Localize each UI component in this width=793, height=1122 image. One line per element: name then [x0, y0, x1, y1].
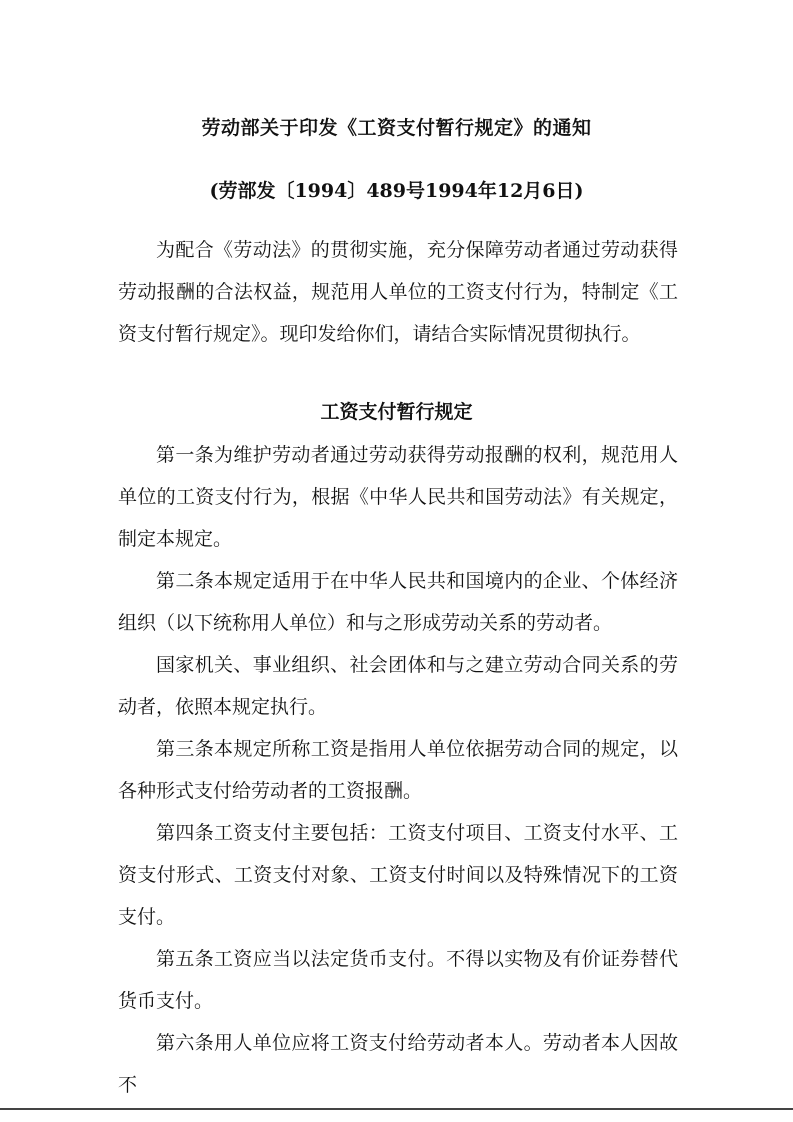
intro-paragraph: 为配合《劳动法》的贯彻实施，充分保障劳动者通过劳动获得劳动报酬的合法权益，规范用人单位的工资支付行为，特制定《工资支付暂行规定》。现印发给你们，请结合实际情况贯彻执行。	[118, 239, 678, 345]
document-title: 劳动部关于印发《工资支付暂行规定》的通知	[201, 117, 592, 139]
article-paragraph: 国家机关、事业组织、社会团体和与之建立劳动合同关系的劳动者，依照本规定执行。	[118, 654, 678, 718]
article-paragraph: 第一条为维护劳动者通过劳动获得劳动报酬的权利，规范用人单位的工资支付行为，根据《中华人民共和国劳动法》有关规定，制定本规定。	[118, 444, 678, 550]
article-paragraph: 第二条本规定适用于在中华人民共和国境内的企业、个体经济组织（以下统称用人单位）和与之形成劳动关系的劳动者。	[118, 570, 678, 634]
document-subtitle: (劳部发〔1994〕489号1994年12月6日)	[209, 180, 584, 202]
rule-title: 工资支付暂行规定	[320, 401, 473, 423]
article-paragraph: 第五条工资应当以法定货币支付。不得以实物及有价证券替代货币支付。	[118, 948, 678, 1012]
article-paragraph: 第六条用人单位应将工资支付给劳动者本人。劳动者本人因故不	[118, 1032, 678, 1096]
article-paragraph: 第三条本规定所称工资是指用人单位依据劳动合同的规定，以各种形式支付给劳动者的工资报酬。	[118, 738, 678, 802]
rule-body	[118, 434, 678, 1106]
article-paragraph: 第四条工资支付主要包括：工资支付项目、工资支付水平、工资支付形式、工资支付对象、工资支付时间以及特殊情况下的工资支付。	[118, 822, 678, 928]
page-bottom-divider	[0, 1108, 793, 1110]
